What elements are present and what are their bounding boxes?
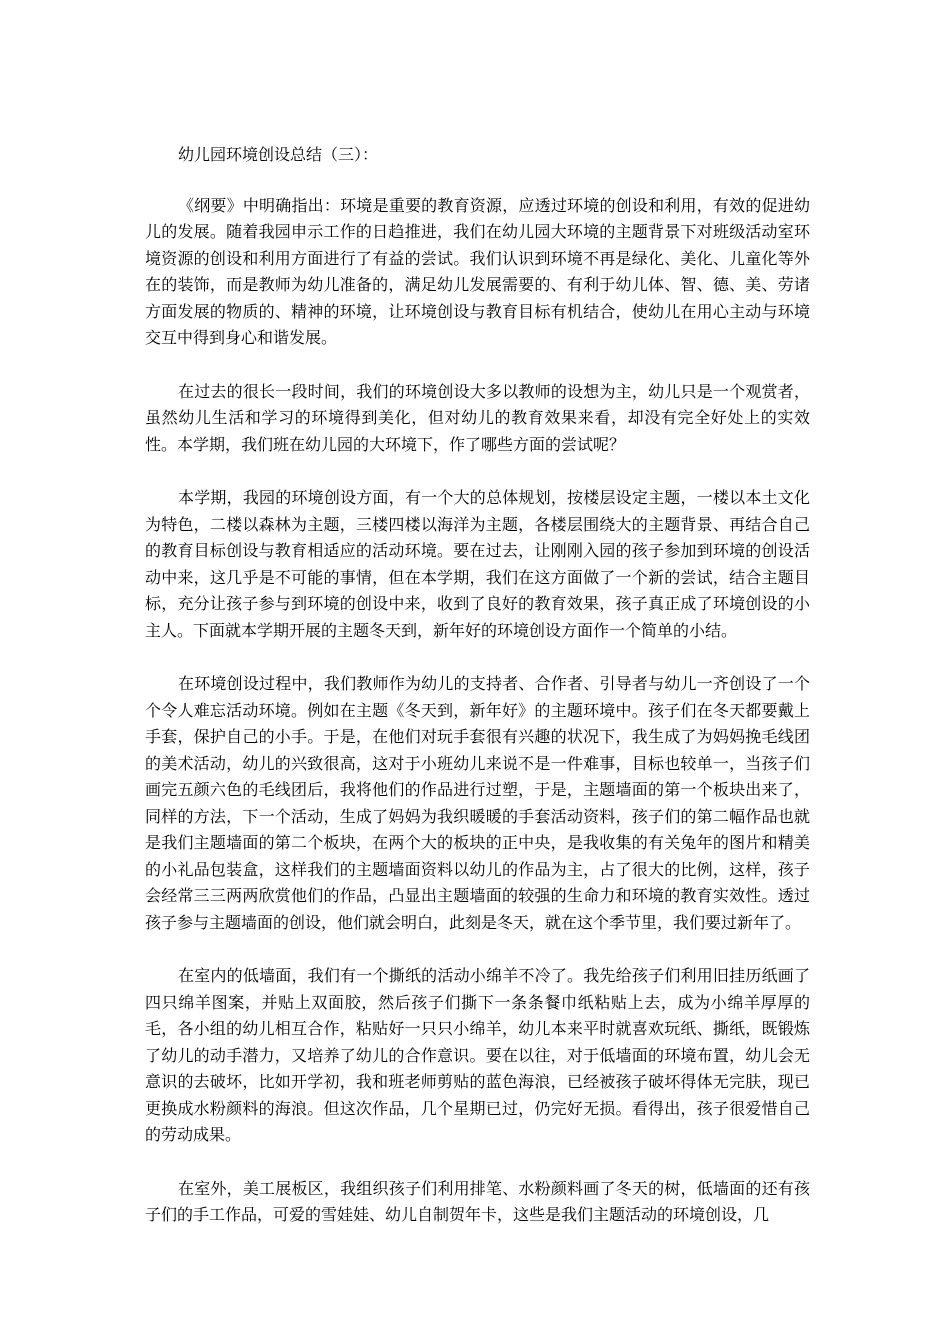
paragraph-1: 《纲要》中明确指出：环境是重要的教育资源，应透过环境的创设和利用，有效的促进幼儿的发展。随着我园申示工作的日趋推进，我们在幼儿园大环境的主题背景下对班级活动室环境资源的创设和利用方面进行了有益的尝试。我们认识到环境不再是绿化、美化、儿童化等外在的装饰，而是教师为幼儿准备的，满足幼儿发展需要的、有利于幼儿体、智、德、美、劳诸方面发展的物质的、精神的环境，让环境创设与教育目标有机结合，使幼儿在用心主动与环境交互中得到身心和谐发展。 [145, 195, 810, 347]
paragraph-3: 本学期，我园的环境创设方面，有一个大的总体规划，按楼层设定主题，一楼以本土文化为特色，二楼以森林为主题，三楼四楼以海洋为主题，各楼层围绕大的主题背景、再结合自己的教育目标创设与教育相适应的活动环境。要在过去，让刚刚入园的孩子参加到环境的创设活动中来，这几乎是不可能的事情，但在本学期，我们在这方面做了一个新的尝试，结合主题目标，充分让孩子参与到环境的创设中来，收到了良好的教育效果，孩子真正成了环境创设的小主人。下面就本学期开展的主题冬天到，新年好的环境创设方面作一个简单的小结。 [145, 488, 810, 640]
paragraph-6: 在室外，美工展板区，我组织孩子们利用排笔、水粉颜料画了冬天的树，低墙面的还有孩子们的手工作品，可爱的雪娃娃、幼儿自制贺年卡，这些是我们主题活动的环境创设，几 [145, 1178, 810, 1224]
paragraph-2: 在过去的很长一段时间，我们的环境创设大多以教师的设想为主，幼儿只是一个观赏者，虽然幼儿生活和学习的环境得到美化，但对幼儿的教育效果来看，却没有完全好处上的实效性。本学期，我们班在幼儿园的大环境下，作了哪些方面的尝试呢？ [145, 381, 810, 454]
paragraph-5: 在室内的低墙面，我们有一个撕纸的活动小绵羊不冷了。我先给孩子们利用旧挂历纸画了四只绵羊图案，并贴上双面胶，然后孩子们撕下一条条餐巾纸粘贴上去，成为小绵羊厚厚的毛，各小组的幼儿相互合作，粘贴好一只只小绵羊，幼儿本来平时就喜欢玩纸、撕纸，既锻炼了幼儿的动手潜力，又培养了幼儿的合作意识。要在以往，对于低墙面的环境布置，幼儿会无意识的去破坏，比如开学初，我和班老师剪贴的蓝色海浪，已经被孩子破坏得体无完肤，现已更换成水粉颜料的海浪。但这次作品，几个星期已过，仍完好无损。看得出，孩子很爱惜自己的劳动成果。 [145, 966, 810, 1144]
document-title: 幼儿园环境创设总结（三）： [178, 145, 379, 164]
paragraph-4: 在环境创设过程中，我们教师作为幼儿的支持者、合作者、引导者与幼儿一齐创设了一个个令人难忘活动环境。例如在主题《冬天到，新年好》的主题环境中。孩子们在冬天都要戴上手套，保护自己的小手。于是，在他们对玩手套很有兴趣的状况下，我生成了为妈妈挽毛线团的美术活动，幼儿的兴致很高，这对于小班幼儿来说不是一件难事，目标也较单一，当孩子们画完五颜六色的毛线团后，我将他们的作品进行过塑，于是，主题墙面的第一个板块出来了，同样的方法，下一个活动，生成了妈妈为我织暖暖的手套活动资料，孩子们的第二幅作品也就是我们主题墙面的第二个板块，在两个大的板块的正中央，是我收集的有关兔年的图片和精美的小礼品包装盒，这样我们的主题墙面资料以幼儿的作品为主，占了很大的比例，这样，孩子会经常三三两两欣赏他们的作品，凸显出主题墙面的较强的生命力和环境的教育实效性。透过孩子参与主题墙面的创设，他们就会明白，此刻是冬天，就在这个季节里，我们要过新年了。 [145, 674, 810, 932]
document-page [145, 142, 810, 1256]
